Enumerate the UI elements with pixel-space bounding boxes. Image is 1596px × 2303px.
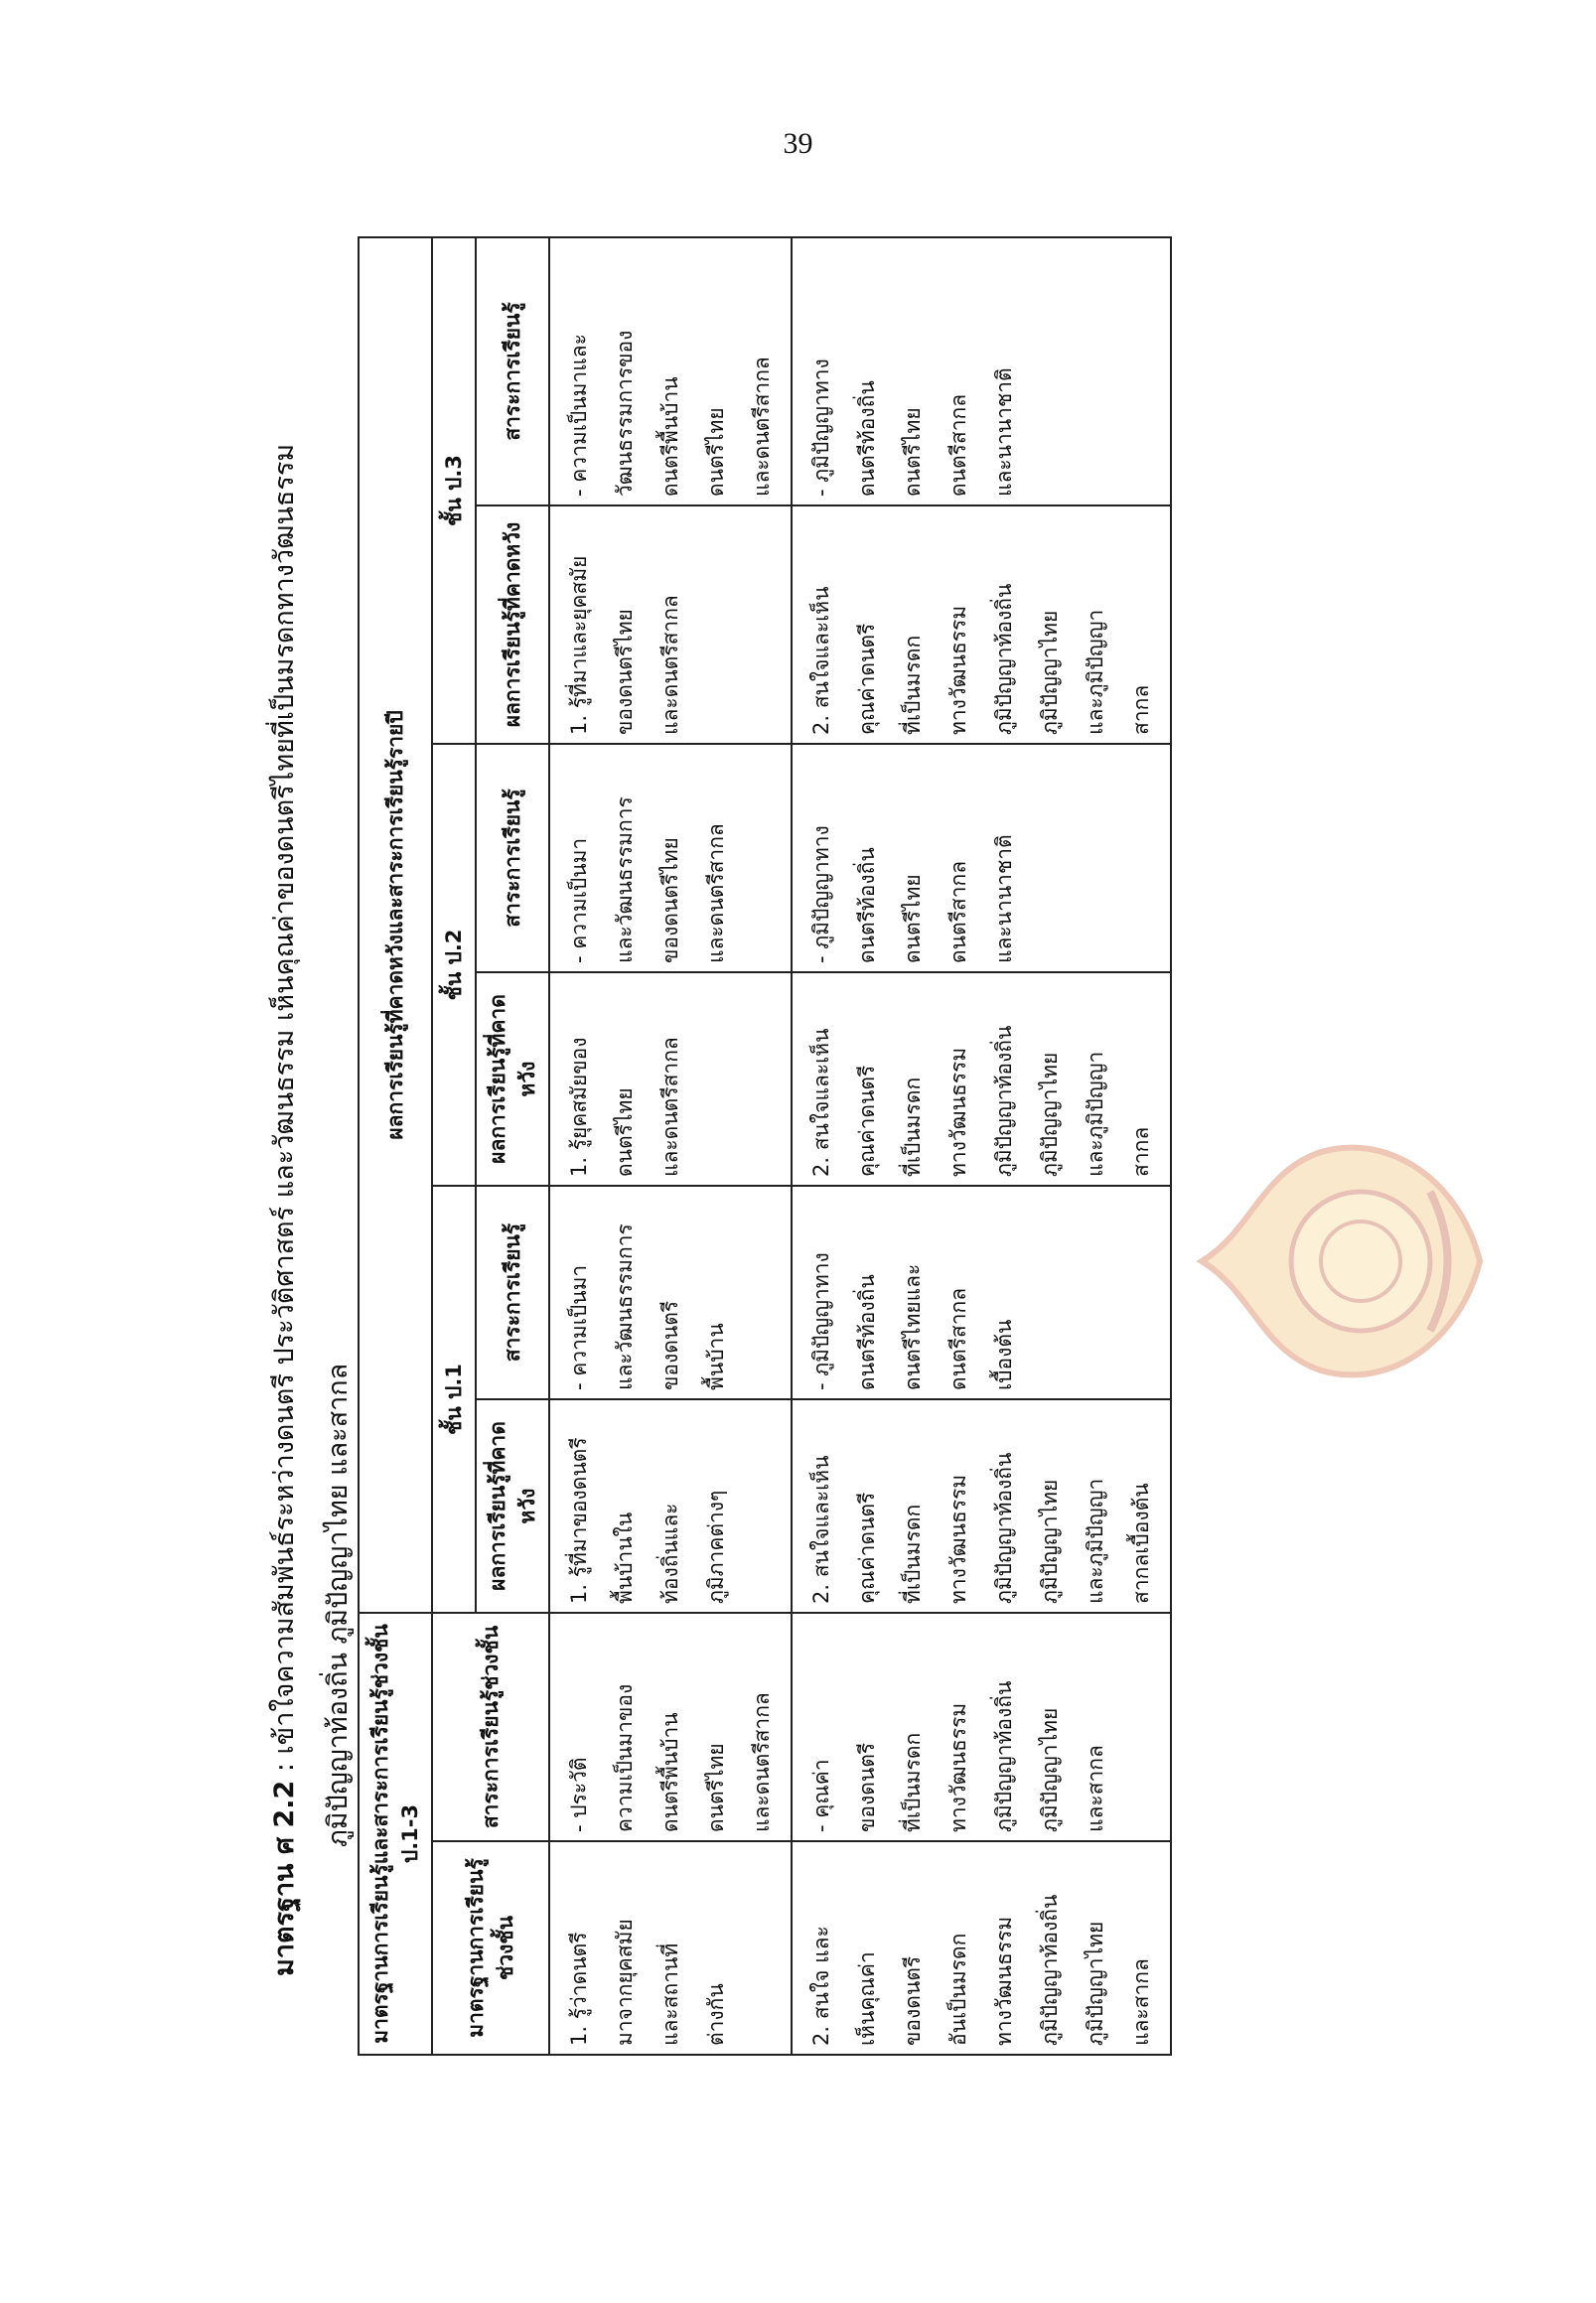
p2-outcome-cell: 2. สนใจและเห็น คุณค่าดนตรี ที่เป็นมรดก ทางวัฒนธรรม ภูมิปัญญาท้องถิ่น ภูมิปัญญาไทย และภูมิปัญญา สากล	[792, 972, 1171, 1186]
standard-cell: 2. สนใจ และ เห็นคุณค่า ของดนตรี อันเป็นมรดก ทางวัฒนธรรม ภูมิปัญญาท้องถิ่น ภูมิปัญญาไทย และสากล	[792, 1841, 1171, 2055]
p3-outcome-cell: 2. สนใจและเห็น คุณค่าดนตรี ที่เป็นมรดก ทางวัฒนธรรม ภูมิปัญญาท้องถิ่น ภูมิปัญญาไทย และภูมิปัญญา สากล	[792, 505, 1171, 744]
p3-content-cell: - ความเป็นมาและ วัฒนธรรมการของ ดนตรีพื้นบ้าน ดนตรีไทย และดนตรีสากล	[549, 237, 792, 505]
p2-content-cell: - ภูมิปัญญาทาง ดนตรีท้องถิ่น ดนตรีไทย ดนตรีสากล และนานาชาติ	[792, 744, 1171, 972]
standard-cell: 1. รู้ว่าดนตรี มาจากยุคสมัย และสถานที่ ต่างกัน	[549, 1841, 792, 2055]
header-grade-p2: ชั้น ป.2	[432, 744, 476, 1186]
p1-content-cell: - ภูมิปัญญาทาง ดนตรีท้องถิ่น ดนตรีไทยและ ดนตรีสากล เบื้องต้น	[792, 1186, 1171, 1399]
standard-title-line2: ภูมิปัญญาท้องถิ่น ภูมิปัญญาไทย และสากล	[323, 1363, 354, 1847]
header-p2-outcome: ผลการเรียนรู้ที่คาดหวัง	[476, 972, 549, 1186]
header-p3-outcome: ผลการเรียนรู้ที่คาดหวัง	[476, 505, 549, 744]
p2-content-cell: - ความเป็นมา และวัฒนธรรมการ ของดนตรีไทย และดนตรีสากล	[549, 744, 792, 972]
page-number: 39	[783, 127, 813, 160]
table-row	[549, 237, 792, 2055]
header-p2-content: สาระการเรียนรู้	[476, 744, 549, 972]
header-standard-group: มาตรฐานการเรียนรู้และสาระการเรียนรู้ช่วงชั้น ป.1-3	[359, 1613, 432, 2055]
content-range-cell: - คุณค่า ของดนตรี ที่เป็นมรดก ทางวัฒนธรรม ภูมิปัญญาท้องถิ่น ภูมิปัญญาไทย และสากล	[792, 1613, 1171, 1841]
rotated-page-content	[238, 238, 1549, 2056]
p1-outcome-cell: 2. สนใจและเห็น คุณค่าดนตรี ที่เป็นมรดก ทางวัฒนธรรม ภูมิปัญญาท้องถิ่น ภูมิปัญญาไทย และภูมิปัญญา สากลเบื้องต้น	[792, 1399, 1171, 1613]
header-outcome-group: ผลการเรียนรู้ที่คาดหวังและสาระการเรียนรู้รายปี	[359, 237, 432, 1613]
header-grade-p3: ชั้น ป.3	[432, 237, 476, 744]
p3-content-cell: - ภูมิปัญญาทาง ดนตรีท้องถิ่น ดนตรีไทย ดนตรีสากล และนานาชาติ	[792, 237, 1171, 505]
curriculum-table	[358, 236, 1172, 2056]
header-p1-outcome: ผลการเรียนรู้ที่คาดหวัง	[476, 1399, 549, 1613]
standard-title	[258, 288, 365, 1976]
header-p3-content: สาระการเรียนรู้	[476, 237, 549, 505]
watermark-emblem	[1192, 1122, 1490, 1400]
header-standard: มาตรฐานการเรียนรู้ช่วงชั้น	[432, 1841, 549, 2055]
table-row	[792, 237, 1171, 2055]
p2-outcome-cell: 1. รู้ยุคสมัยของ ดนตรีไทย และดนตรีสากล	[549, 972, 792, 1186]
p1-content-cell: - ความเป็นมา และวัฒนธรรมการ ของดนตรี พื้นบ้าน	[549, 1186, 792, 1399]
p1-outcome-cell: 1. รู้ที่มาของดนตรี พื้นบ้านใน ท้องถิ่นและ ภูมิภาคต่างๆ	[549, 1399, 792, 1613]
standard-code: มาตรฐาน ศ 2.2	[269, 1780, 300, 1976]
header-grade-p1: ชั้น ป.1	[432, 1186, 476, 1613]
header-p1-content: สาระการเรียนรู้	[476, 1186, 549, 1399]
p3-outcome-cell: 1. รู้ที่มาและยุคสมัย ของดนตรีไทย และดนตรีสากล	[549, 505, 792, 744]
header-content-range: สาระการเรียนรู้ช่วงชั้น	[432, 1613, 549, 1841]
content-range-cell: - ประวัติ ความเป็นมาของ ดนตรีพื้นบ้าน ดนตรีไทย และดนตรีสากล	[549, 1613, 792, 1841]
standard-title-line1: : เข้าใจความสัมพันธ์ระหว่างดนตรี ประวัติศาสตร์ และวัฒนธรรม เห็นคุณค่าของดนตรีไทยที่เป็นมรดกทางวัฒนธรรม	[269, 443, 300, 1781]
